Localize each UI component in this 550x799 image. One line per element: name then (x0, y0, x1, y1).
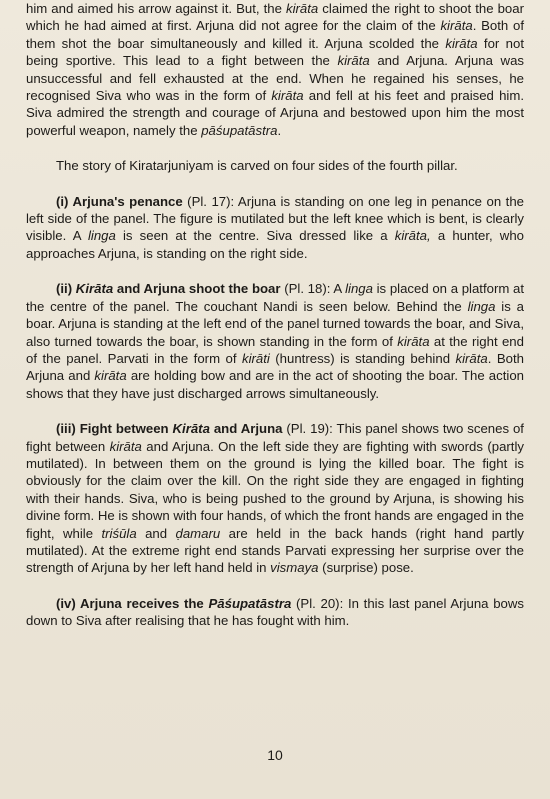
text-run: (i) Arjuna's penance (56, 193, 183, 209)
text-run: kirāta (440, 18, 473, 34)
text-run: kirāta (455, 350, 488, 366)
text-run: is seen at the centre. Siva dressed like a (115, 228, 395, 244)
text-run: claimed the right to shoot the boar which he had aimed at first. Arjuna did not agree for the claim of the (26, 1, 524, 34)
text-run: and Arjuna shoot the boar (113, 281, 281, 297)
text-run: ḍamaru (175, 525, 221, 541)
text-run: (Pl. 17): Arjuna is standing on one leg in penance on the left side of the panel. The figure is mutilated but the left knee which is bent, is clearly visible. A (26, 193, 524, 244)
text-run: and fell at his feet and praised him. Siva admired the strength and courage of Arjuna and bestowed upon him the most powerful weapon, namely the (26, 88, 524, 138)
text-run: and Arjuna (209, 421, 283, 437)
text-run: (iv) Arjuna receives the (56, 595, 209, 611)
text-run: and Arjuna. Arjuna was unsuccessful and fell exhausted at the end. When he regained his senses, he recognised Siva who was in the form of (26, 53, 524, 104)
text-run: are held in the back hands (right hand partly mutilated). At the extreme right end stands Parvati expressing her surprise over the strength of Arjuna by her left hand held in (26, 525, 524, 576)
text-run: Pāśupatāstra (208, 595, 292, 611)
text-run: kirāta (286, 1, 319, 16)
text-run: kirāta (397, 333, 430, 349)
text-run: pāśupatāstra (201, 122, 278, 138)
text-run: (Pl. 18): A (280, 281, 346, 297)
paragraph-pasupatastra (26, 595, 524, 630)
text-run: triśūla (101, 525, 137, 541)
text-run: The story of Kiratarjuniyam is carved on four sides of the fourth pillar. (56, 158, 458, 174)
text-run: a hunter, who approaches Arjuna, is standing on the right side. (26, 228, 524, 261)
text-run: kirāta, (394, 228, 431, 244)
text-run: kirāta (271, 88, 304, 104)
text-run: (ii) (56, 281, 76, 297)
text-run: . (277, 122, 282, 138)
text-run: kirāta (94, 368, 127, 384)
text-run: linga (345, 281, 373, 297)
text-run: kirāti (241, 350, 270, 366)
paragraph-story-end (26, 0, 524, 139)
body-text (26, 0, 524, 648)
text-run: vismaya (270, 560, 319, 576)
text-run: (Pl. 19): This panel shows two scenes of fight between (26, 421, 524, 454)
paragraph-pillar-intro (26, 157, 524, 174)
paragraph-fight (26, 420, 524, 577)
paragraph-shoot-the-boar (26, 280, 524, 402)
text-run: are holding bow and are in the act of shooting the boar. The action shows that they have just discharged arrows simultaneously. (26, 368, 524, 401)
text-run: (Pl. 20): In this last panel Arjuna bows down to Siva after realising that he has fought with him. (26, 595, 524, 629)
paragraph-arjunas-penance (26, 193, 524, 263)
text-run: kirāta (445, 35, 478, 51)
text-run: kirāta (109, 438, 142, 454)
text-run: and (136, 525, 176, 541)
text-run: and Arjuna. On the left side they are fighting with swords (partly mutilated). In between them on the ground is lying the killed boar. The fight is obviously for the claim over the kill. On the right side they are engaged in fighting with their hands. Siva, who is being pushed to the ground by Arjuna, is showing his divine form. He is shown with four hands, of which the front hands are engaged in the fight, while (26, 438, 524, 541)
text-run: kirāta (337, 53, 370, 69)
text-run: (huntress) is standing behind (269, 350, 456, 366)
text-run: him and aimed his arrow against it. But, the (26, 1, 286, 16)
text-run: at the right end of the panel. Parvati in the form of (26, 333, 524, 366)
page-number: 10 (267, 747, 283, 763)
text-run: linga (87, 228, 116, 244)
text-run: . Both Arjuna and (26, 350, 524, 384)
text-run: . Both of them shot the boar simultaneously and killed it. Arjuna scolded the (26, 18, 525, 51)
text-run: Kirāta (75, 281, 114, 297)
text-run: (iii) Fight between (56, 421, 173, 437)
text-run: Kirāta (172, 421, 210, 437)
text-run: is a boar. Arjuna is standing at the left end of the panel turned towards the boar, and Siva, also turned towards the boar, is shown standing in the form of (26, 298, 524, 349)
text-run: linga (467, 298, 496, 314)
text-run: for not being sportive. This lead to a fight between the (26, 35, 524, 69)
text-run: is placed on a platform at the centre of the panel. The couchant Nandi is seen below. Behind the (26, 281, 525, 314)
text-run: (surprise) pose. (318, 560, 414, 576)
